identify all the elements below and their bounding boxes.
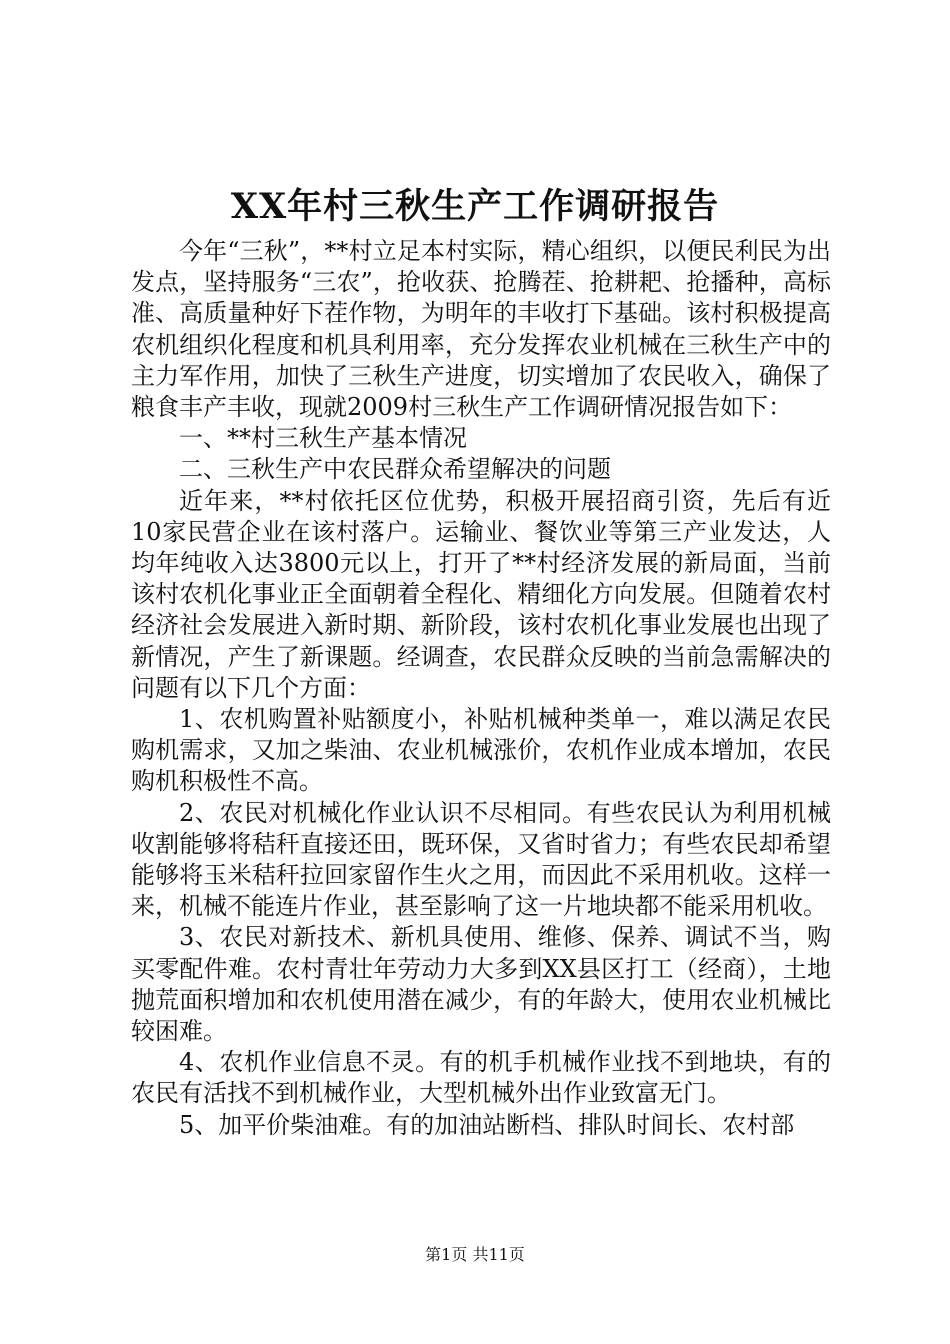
paragraph-issue-5: 5、加平价柴油难。有的加油站断档、排队时间长、农村部 (179, 1110, 795, 1139)
heading-section-1: 一、**村三秋生产基本情况 (179, 424, 467, 453)
paragraph-issue-1: 1、农机购置补贴额度小，补贴机械种类单一，难以满足农民购机需求，又加之柴油、农业机械涨价，农机作业成本增加，农民购机积极性不高。 (131, 705, 831, 796)
paragraph-issue-4: 4、农机作业信息不灵。有的机手机械作业找不到地块，有的农民有活找不到机械作业，大型机械外出作业致富无门。 (131, 1048, 831, 1108)
page-footer: 第1页 共11页 (425, 1245, 525, 1264)
paragraph-background: 近年来，**村依托区位优势，积极开展招商引资，先后有近10家民营企业在该村落户。运输业、餐饮业等第三产业发达，人均年纯收入达3800元以上，打开了**村经济发展的新局面，当前该村农机化事业正全面朝着全程化、精细化方向发展。但随着农村经济社会发展进入新时期、新阶段，该村农机化事业发展也出现了新情况，产生了新课题。经调查，农民群众反映的当前急需解决的问题有以下几个方面： (131, 486, 831, 702)
document-body (131, 236, 831, 1141)
paragraph-issue-2: 2、农民对机械化作业认识不尽相同。有些农民认为利用机械收割能够将秸秆直接还田，既环保，又省时省力；有些农民却希望能够将玉米秸秆拉回家留作生火之用，而因此不采用机收。这样一来，机械不能连片作业，甚至影响了这一片地块都不能采用机收。 (131, 798, 831, 921)
heading-section-2: 二、三秋生产中农民群众希望解决的问题 (179, 455, 611, 484)
paragraph-issue-3: 3、农民对新技术、新机具使用、维修、保养、调试不当，购买零配件难。农村青壮年劳动力大多到XX县区打工（经商），土地抛荒面积增加和农机使用潜在减少，有的年龄大，使用农业机械比较困难。 (131, 923, 831, 1046)
paragraph-intro: 今年“三秋”，**村立足本村实际，精心组织，以便民利民为出发点，坚持服务“三农”，抢收获、抢腾茬、抢耕耙、抢播种，高标准、高质量种好下茬作物，为明年的丰收打下基础。该村积极提高农机组织化程度和机具利用率，充分发挥农业机械在三秋生产中的主力军作用，加快了三秋生产进度，切实增加了农民收入，确保了粮食丰产丰收，现就2009村三秋生产工作调研情况报告如下： (131, 237, 831, 422)
document-title: XX年村三秋生产工作调研报告 (230, 186, 720, 227)
